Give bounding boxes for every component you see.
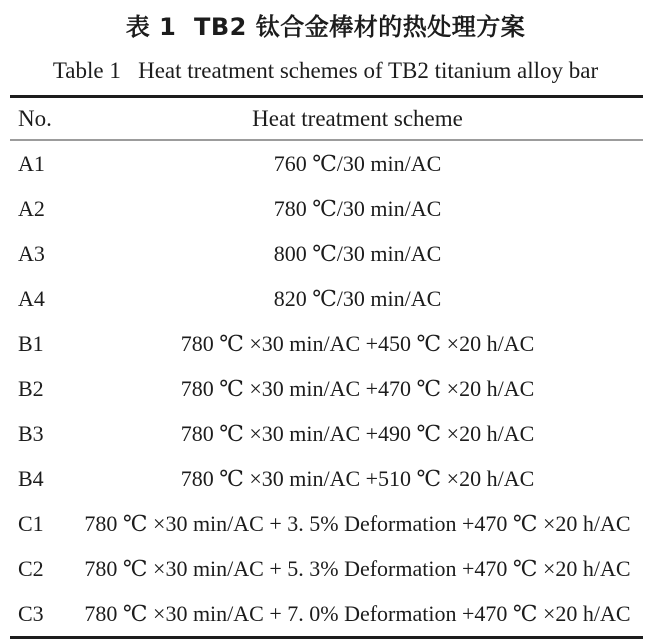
table-row-a4 — [10, 276, 643, 321]
row-no: A2 — [18, 195, 45, 221]
table-caption-english: Heat treatment schemes of TB2 titanium alloy bar — [138, 58, 599, 83]
row-scheme: 780 ℃ ×30 min/AC +490 ℃ ×20 h/AC — [180, 420, 535, 446]
title-gap — [121, 58, 138, 83]
row-no: C2 — [18, 555, 44, 581]
table-row-b4 — [10, 456, 643, 501]
row-no: B2 — [18, 375, 44, 401]
row-no: C1 — [18, 510, 44, 536]
column-header-scheme: Heat treatment scheme — [252, 105, 463, 131]
row-no: B4 — [18, 465, 44, 491]
row-no: B1 — [18, 330, 44, 356]
table-title-chinese: 表 1 TB2 钛合金棒材的热处理方案 — [125, 13, 526, 41]
row-scheme: 780 ℃ ×30 min/AC +450 ℃ ×20 h/AC — [180, 330, 535, 356]
table-row-a1 — [10, 141, 643, 186]
table-row-b2 — [10, 366, 643, 411]
table-header-row — [10, 98, 643, 141]
row-scheme: 780 ℃/30 min/AC — [273, 195, 442, 221]
row-scheme: 780 ℃ ×30 min/AC + 5. 3% Deformation +470 ℃ ×20 h/AC — [84, 555, 631, 581]
row-scheme: 780 ℃ ×30 min/AC +510 ℃ ×20 h/AC — [180, 465, 535, 491]
table-row-b1 — [10, 321, 643, 366]
table-title-english — [0, 57, 651, 85]
row-scheme: 780 ℃ ×30 min/AC + 3. 5% Deformation +470 ℃ ×20 h/AC — [84, 510, 631, 536]
table-row-c2 — [10, 546, 643, 591]
row-scheme: 780 ℃ ×30 min/AC +470 ℃ ×20 h/AC — [180, 375, 535, 401]
table-row-a3 — [10, 231, 643, 276]
table-body — [10, 141, 643, 636]
row-no: A1 — [18, 150, 45, 176]
column-header-no: No. — [18, 105, 52, 131]
row-no: A4 — [18, 285, 45, 311]
row-no: C3 — [18, 600, 44, 626]
table-row-c3 — [10, 591, 643, 636]
row-no: A3 — [18, 240, 45, 266]
row-no: B3 — [18, 420, 44, 446]
row-scheme: 820 ℃/30 min/AC — [273, 285, 442, 311]
table-label-english: Table 1 — [52, 58, 121, 83]
heat-treatment-table — [10, 95, 643, 639]
row-scheme: 800 ℃/30 min/AC — [273, 240, 442, 266]
row-scheme: 760 ℃/30 min/AC — [273, 150, 442, 176]
table-row-b3 — [10, 411, 643, 456]
table-row-c1 — [10, 501, 643, 546]
table-row-a2 — [10, 186, 643, 231]
row-scheme: 780 ℃ ×30 min/AC + 7. 0% Deformation +470 ℃ ×20 h/AC — [84, 600, 631, 626]
